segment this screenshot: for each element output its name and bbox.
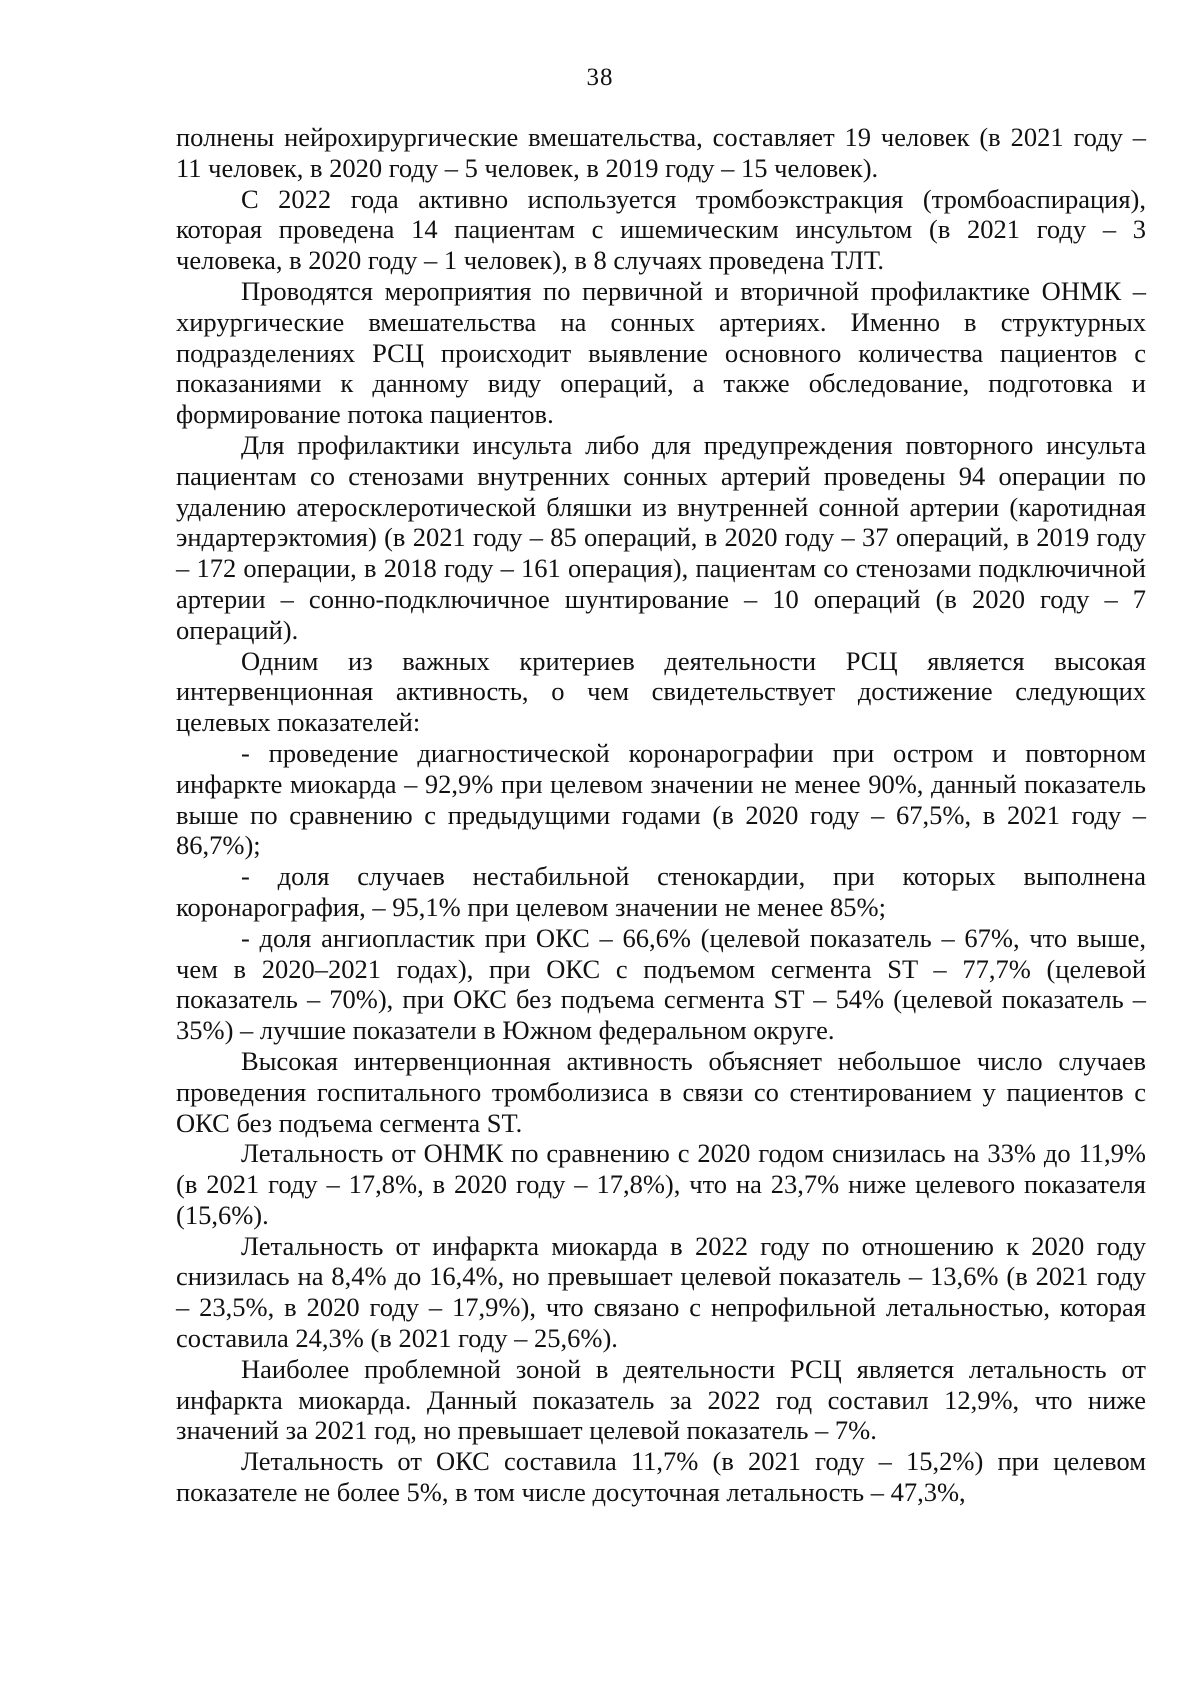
paragraph-acs-mortality: Летальность от ОКС составила 11,7% (в 2021 году – 15,2%) при целевом показателе не более 5%, в том числе досуточная летальность – 47,3%, bbox=[176, 1446, 1146, 1508]
list-item-coronarography: - проведение диагностической коронарографии при остром и повторном инфаркте миокарда – 92,9% при целевом значении не менее 90%, данный показатель выше по сравнению с предыдущими годами (в 2020 году – 67,5%, в 2021 году – 86,7%); bbox=[176, 737, 1146, 861]
paragraph-prevention: Проводятся мероприятия по первичной и вторичной профилактике ОНМК – хирургические вмешательства на сонных артериях. Именно в структурных подразделениях РСЦ происходит выявление основного количества пациентов с показаниями к данному виду операций, а также обследование, подготовка и формирование потока пациентов. bbox=[176, 275, 1146, 430]
paragraph-problem-zone: Наиболее проблемной зоной в деятельности РСЦ является летальность от инфаркта миокарда. Данный показатель за 2022 год составил 12,9%, что ниже значений за 2021 год, но превышает целевой показатель – 7%. bbox=[176, 1353, 1146, 1446]
list-item-unstable-angina: - доля случаев нестабильной стенокардии, при которых выполнена коронарография, – 95,1% при целевом значении не менее 85%; bbox=[176, 861, 1146, 922]
paragraph-thrombolysis: Высокая интервенционная активность объясняет небольшое число случаев проведения госпитального тромболизиса в связи со стентированием у пациентов с ОКС без подъема сегмента ST. bbox=[176, 1045, 1146, 1138]
paragraph-continuation: полнены нейрохирургические вмешательства, составляет 19 человек (в 2021 году – 11 человек, в 2020 году – 5 человек, в 2019 году – 15 человек). bbox=[176, 122, 1146, 183]
document-body bbox=[176, 122, 1146, 1508]
page-number: 38 bbox=[586, 64, 614, 91]
list-item-angioplasty: - доля ангиопластик при ОКС – 66,6% (целевой показатель – 67%, что выше, чем в 2020–2021 годах), при ОКС с подъемом сегмента ST – 77,7% (целевой показатель – 70%), при ОКС без подъема сегмента ST – 54% (целевой показатель – 35%) – лучшие показатели в Южном федеральном округе. bbox=[176, 922, 1146, 1046]
paragraph-endarterectomy: Для профилактики инсульта либо для предупреждения повторного инсульта пациентам со стенозами внутренних сонных артерий проведены 94 операции по удалению атеросклеротической бляшки из внутренней сонной артерии (каротидная эндартерэктомия) (в 2021 году – 85 операций, в 2020 году – 37 операций, в 2019 году – 172 операции, в 2018 году – 161 операция), пациентам со стенозами подключичной артерии – сонно-подключичное шунтирование – 10 операций (в 2020 году – 7 операций). bbox=[176, 429, 1146, 645]
paragraph-mi-mortality: Летальность от инфаркта миокарда в 2022 году по отношению к 2020 году снизилась на 8,4% до 16,4%, но превышает целевой показатель – 13,6% (в 2021 году – 23,5%, в 2020 году – 17,9%), что связано с непрофильной летальностью, которая составила 24,3% (в 2021 году – 25,6%). bbox=[176, 1230, 1146, 1354]
paragraph-stroke-mortality: Летальность от ОНМК по сравнению с 2020 годом снизилась на 33% до 11,9% (в 2021 году – 17,8%, в 2020 году – 17,8%), что на 23,7% ниже целевого показателя (15,6%). bbox=[176, 1138, 1146, 1230]
paragraph-thrombectomy: С 2022 года активно используется тромбоэкстракция (тромбоаспирация), которая проведена 14 пациентам с ишемическим инсультом (в 2021 году – 3 человека, в 2020 году – 1 человек), в 8 случаях проведена ТЛТ. bbox=[176, 183, 1146, 276]
paragraph-criteria-intro: Одним из важных критериев деятельности РСЦ является высокая интервенционная активность, о чем свидетельствует достижение следующих целевых показателей: bbox=[176, 645, 1146, 738]
